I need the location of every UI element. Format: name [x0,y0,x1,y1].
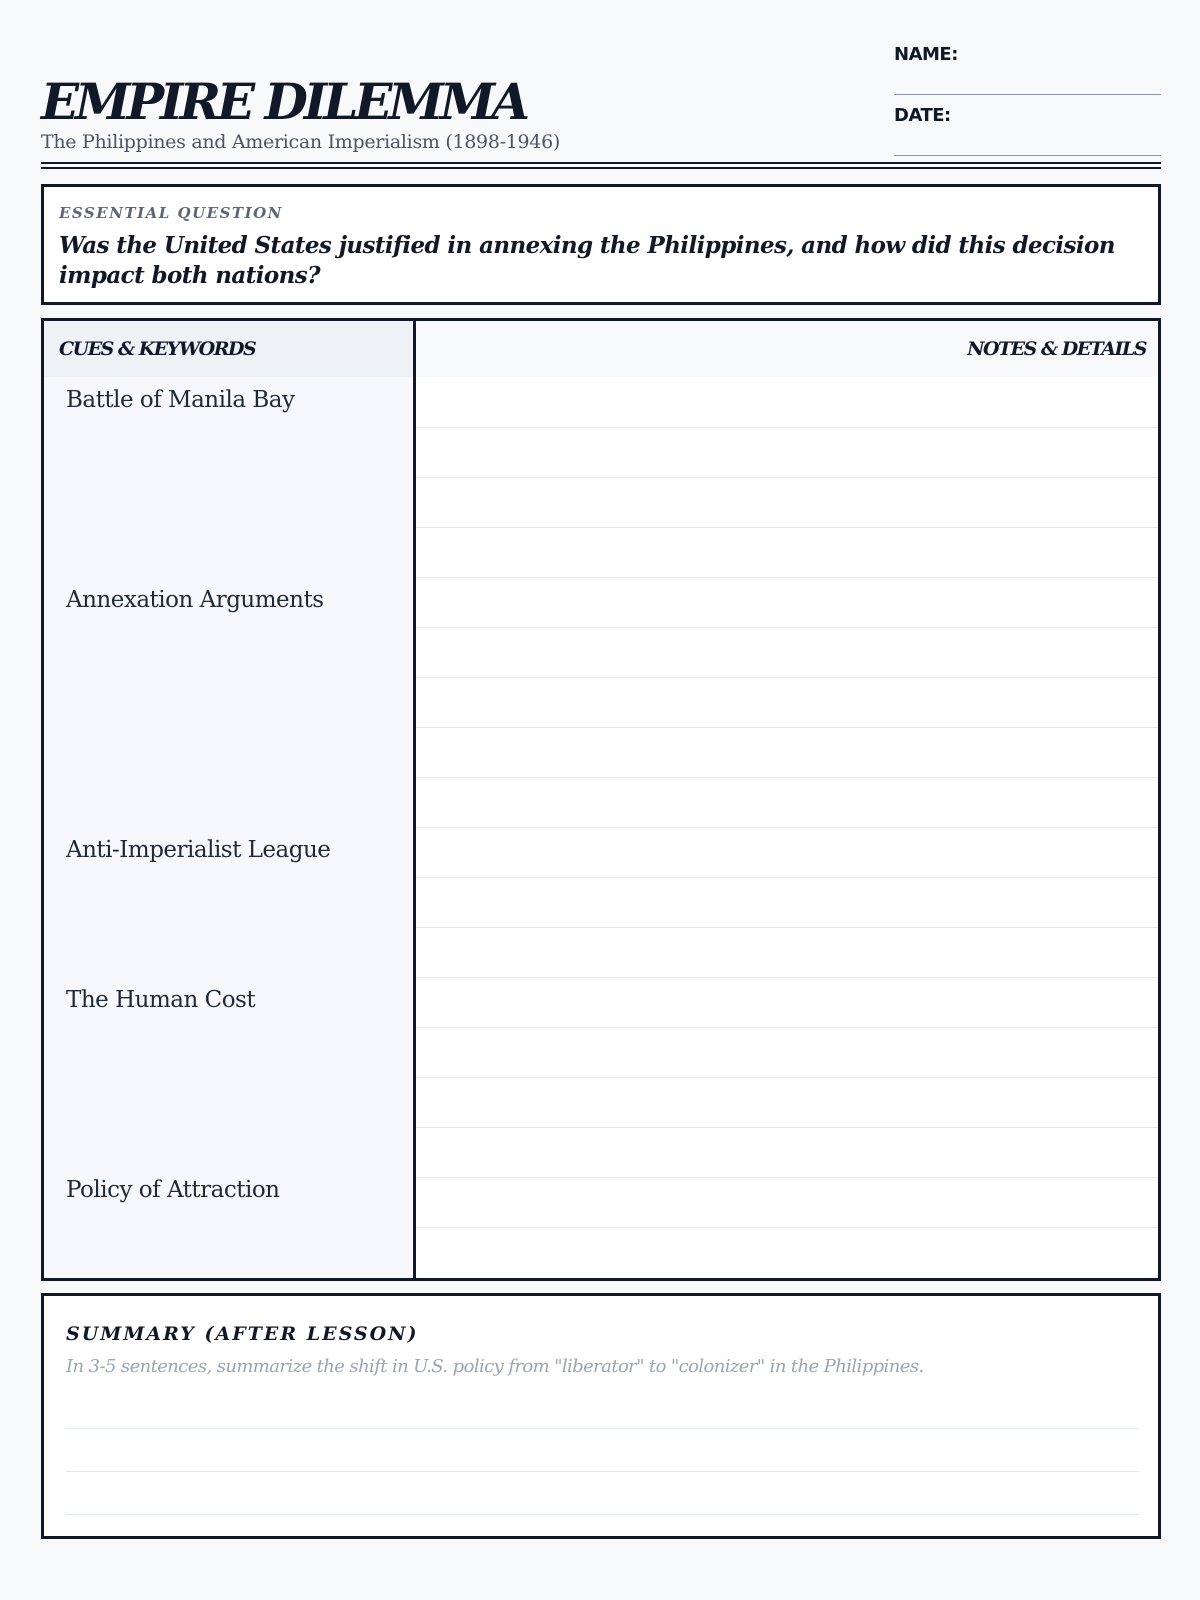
cues-header: CUES & KEYWORDS [44,321,413,377]
summary-title: SUMMARY (AFTER LESSON) [66,1323,419,1345]
cue-annexation-arguments: Annexation Arguments [66,587,324,613]
note-line [416,1227,1158,1228]
essential-question-box [41,184,1161,305]
summary-prompt: In 3-5 sentences, summarize the shift in U.S. policy from "liberator" to "colonizer" in the Philippines. [66,1356,924,1377]
note-line [416,577,1158,578]
date-field[interactable] [894,105,1161,156]
summary-box [41,1293,1161,1539]
name-field[interactable] [894,44,1161,95]
note-line [416,477,1158,478]
name-label: NAME: [894,44,958,65]
summary-writing-line[interactable] [66,1514,1139,1515]
summary-writing-line[interactable] [66,1428,1139,1429]
essential-question-text: Was the United States justified in annexing the Philippines, and how did this decision impact both nations? [59,232,1115,289]
worksheet-title: EMPIRE DILEMMA [41,72,527,131]
worksheet-subtitle: The Philippines and American Imperialism (1898-1946) [41,131,560,153]
cornell-notes-box [41,318,1161,1281]
cue-policy-of-attraction: Policy of Attraction [66,1177,280,1203]
notes-writing-area[interactable] [416,377,1158,1278]
note-line [416,427,1158,428]
note-line [416,827,1158,828]
note-line [416,927,1158,928]
cue-anti-imperialist-league: Anti-Imperialist League [66,837,331,863]
header-divider [41,162,1161,169]
worksheet-page [41,0,1161,1377]
worksheet-header [41,0,1161,170]
notes-header: NOTES & DETAILS [416,321,1158,377]
cues-column [44,321,416,1278]
cue-battle-of-manila-bay: Battle of Manila Bay [66,387,295,413]
cue-the-human-cost: The Human Cost [66,987,256,1013]
note-line [416,1027,1158,1028]
note-line [416,727,1158,728]
note-line [416,977,1158,978]
date-label: DATE: [894,105,951,126]
note-line [416,1127,1158,1128]
note-line [416,777,1158,778]
note-line [416,877,1158,878]
note-line [416,677,1158,678]
note-line [416,1077,1158,1078]
note-line [416,1177,1158,1178]
note-line [416,527,1158,528]
note-line [416,627,1158,628]
summary-writing-line[interactable] [66,1471,1139,1472]
essential-question-label: ESSENTIAL QUESTION [59,204,283,222]
